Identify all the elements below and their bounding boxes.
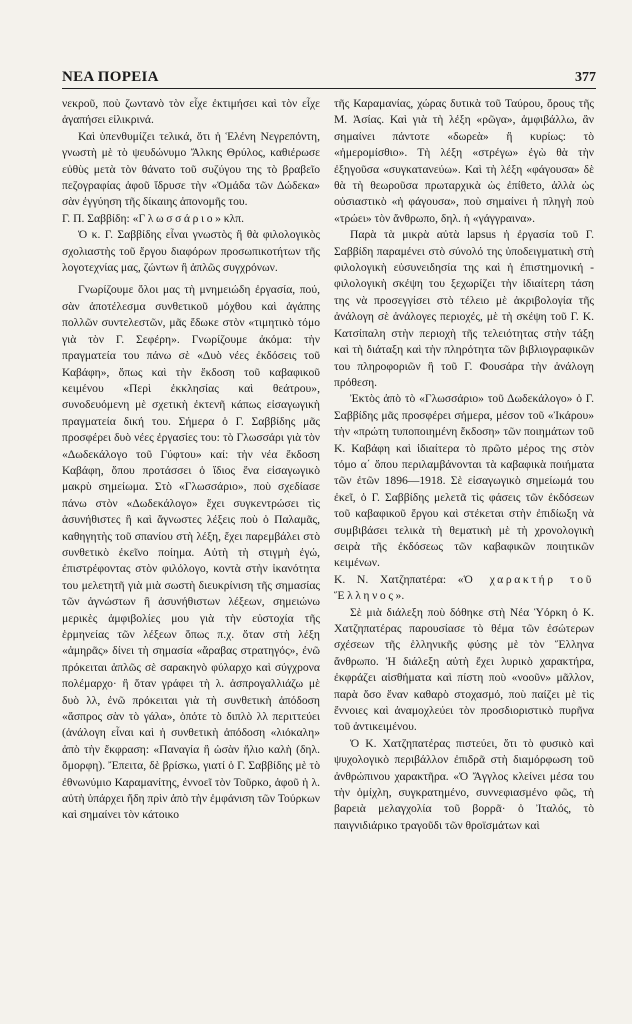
left-column xyxy=(62,96,320,1012)
paragraph: Ὁ Κ. Χατζηπατέρας πιστεύει, ὅτι τὸ φυσικὸ καὶ ψυχολογικὸ περιβάλλον ἐπιδρᾶ στὴ διαμόρφωση τοῦ ἀνθρώπινου χαρακτῆρα. «Ὁ Ἄγγλος κλείνει μέσα του τὴν ὁμίχλη, συγκρατημένο, συννεφιασμένο φῶς, τὴ βαρειὰ μελαγχολία τοῦ βορρᾶ· ὁ Ἰταλός, τὸ παιγνιδιάρικο τραγοῦδι τῶν θροϊσμάτων καὶ xyxy=(334,736,594,832)
page-header xyxy=(62,66,596,89)
section-heading-tail: » κλπ. xyxy=(215,211,245,225)
paragraph: νεκροῦ, ποὺ ζωντανὸ τὸν εἶχε ἐκτιμήσει καὶ τὸν εἶχε ἀγαπήσει εἰλικρινά. xyxy=(62,97,320,127)
section-heading-author: Κ. Ν. Χατζηπατέρα: « xyxy=(334,572,464,586)
section-heading-title: Ὁ χαρακτήρ τοῦ Ἕλληνος xyxy=(334,572,594,603)
section-heading xyxy=(334,572,594,605)
paragraph: Σὲ μιὰ διάλεξη ποὺ δόθηκε στὴ Νέα Ὑόρκη ὁ Κ. Χατζηπατέρας παρουσίασε τὸ θέμα τῶν ἐσώτερων σχέσεων τῆς ἑλληνικῆς φύσης μὲ τὸν Ἕλληνα ἄνθρωπο. Ἡ διάλεξη αὐτὴ ἔχει λυρικὸ χαρακτήρα, ἐκφράζει αἰσθήματα καὶ πίστη ποὺ «νοοῦν» μᾶλλον, παρὰ ὅσο ἕναν καθαρὸ στοχασμό, ποὺ παίζει μὲ τὶς ἔννοιες καὶ ἀναμοχλεύει τὸν προσδιοριστικὸ πυρῆνα τοῦ ἀντικειμένου. xyxy=(334,605,594,734)
section-heading-tail: ». xyxy=(395,589,405,603)
paragraph: τῆς Καραμανίας, χώρας δυτικὰ τοῦ Ταύρου, ὄρους τῆς Μ. Ἀσίας. Καὶ γιὰ τὴ λέξη «ρῶγα», ἀμφιβάλλω, ἂν σημαίνει πάντοτε «δωρεὰ» ἢ κυρίως: τὸ «ἠμερομίσθιο». Τὴ λέξη «στρέγω» ἐγὼ θὰ τὴν ἐξηγοῦσα «συγκατανεύω». Καὶ τὴ λέξη «φάγουσα» δὲ θὰ τὴ θεωροῦσα πρωταρχικὰ ὡς ἐπίθετο, ἀλλὰ ὡς οὐσιαστικὸ «ἡ φάγουσα», ποὺ σημαίνει ἡ πληγὴ ποὺ «τρώει» τὸν ἄνθρωπο, δηλ. ἡ «γάγγραινα». xyxy=(334,97,594,225)
paragraph: Ἐκτὸς ἀπὸ τὸ «Γλωσσάριο» τοῦ Δωδεκάλογο» ὁ Γ. Σαββίδης μᾶς προσφέρει σήμερα, μέσον τοῦ «Ἰκάρου» τὴν «πρώτη τυποποιημένη ἔκδοση» τῶν ποιημάτων τοῦ Κ. Καβάφη καὶ ἰδιαίτερα τὸ πρῶτο μέρος της στὸν τόμο α΄ ὅπου περιλαμβάνονται τὰ καβαφικὰ ποιήματα τῶν ἐτῶν 1896—1918. Σὲ εἰσαγωγικὸ σημείωμά του ἐκεῖ, ὁ Γ. Σαββίδης μελετᾶ τὶς φάσεις τῶν ἐκδόσεων τοῦ καβαφικοῦ ἔργου καὶ στέκεται στὴν ἐπιδίωξη νὰ συμβιβάσει τελικὰ τὴ θεματικὴ μὲ τὴ χρονολογικὴ σειρὰ τῆς ἐκδόσεως τῶν καβαφικῶν ποιητικῶν κειμένων. xyxy=(334,392,594,570)
paragraph: Καὶ ὑπενθυμίζει τελικά, ὅτι ἡ Ἑλένη Νεγρεπόντη, γνωστὴ μὲ τὸ ψευδώνυμο Ἄλκης Θρύλος, καθιέρωσε εὐθὺς μετὰ τὸν θάνατο τοῦ συζύγου της τὸ βραβεῖο πεζογραφίας ἀφοῦ ἵδρυσε τὴν «Ὁμάδα τῶν Δώδεκα» σὰν ἐγγύηση τῆς δίκαιης ἀπονομῆς του. xyxy=(62,129,320,209)
page-number: 377 xyxy=(575,70,596,85)
right-column xyxy=(334,96,594,1012)
section-heading-title: Γλωσσάριο xyxy=(138,211,216,225)
paragraph: Παρὰ τὰ μικρὰ αὐτὰ lapsus ἡ ἐργασία τοῦ Γ. Σαββίδη παραμένει στὸ σύνολό της ὑποδειγματικὴ στὴ φιλολογικὴ εὐσυνειδησία της καὶ ἡ ἐπιστημονική - φιλολογικὴ σκέψη του ξεχωρίζει τὴν ἰδιαίτερη τάση της νὰ προσεγγίσει στὸ τέλειο μὲ ἀκριβολογία τῆς ἀνάλογη σὲ ἀνάλογες περιοχές, μὲ τὴ σκέψη τοῦ Γ. Κ. Κατσίπαλη στὴν περιοχὴ τῆς τελειότητας στὴν τάξη καὶ τὴ διάταξη καὶ τὴν πληρότητα τῶν βιβλιογραφικῶν του πληροφοριῶν ἢ τοῦ Γ. Φουσάρα τὴν ἀνάλογη πρόθεση. xyxy=(334,228,594,389)
section-heading xyxy=(62,211,320,227)
section-heading-author: Γ. Π. Σαββίδη: « xyxy=(62,211,139,225)
journal-title: ΝΕΑ ΠΟΡΕΙΑ xyxy=(62,69,159,85)
paragraph: Ὁ κ. Γ. Σαββίδης εἶναι γνωστὸς ἢ θὰ φιλολογικὸς σχολιαστὴς τοῦ ἔργου διαφόρων προσωπικοτήτων τῆς λογοτεχνίας μας, ζώντων ἢ ἁπλῶς συγχρόνων. xyxy=(62,228,320,275)
paragraph: Γνωρίζουμε ὅλοι μας τὴ μνημειώδη ἐργασία, πού, σὰν ἀποτέλεσμα συνθετικοῦ μόχθου καὶ ἀγάπης πολλῶν συντελεστῶν, μᾶς ἔδωκε στὸν «τιμητικὸ τόμο γιὰ τὸν Γ. Σεφέρη». Γνωρίζουμε ἀκόμα: τὴν πραγματεία του πάνω σὲ «Δυὸ νέες ἐκδόσεις τοῦ Καβάφη», ὅπως καὶ τὴν ἔκδοση τοῦ καβαφικοῦ κειμένου «Περὶ ἐκκλησίας καὶ θεάτρου», συνοδευόμενη μὲ σχετικὴ ἐκτενῆ κάπως εἰσαγωγικὴ πραγματεία δική του. Σήμερα ὁ Γ. Σαββίδης μᾶς προσφέρει δυὸ νέες ἐργασίες του: τὸ Γλωσσάρι γιὰ τὸν «Δωδεκάλογο τοῦ Γύφτου» καί: τὴν νέα ἔκδοση Καβάφη, ὅπου προτάσσει ὁ ἴδιος ἕνα εἰσαγωγικὸ μακρὺ σημείωμα. Στὸ «Γλωσσάριο», ποὺ σχεδίασε πάνω στὸν «Δωδεκάλογο» ἔχει συγκεντρώσει τὶς ἀσυνήθιστες ἢ καὶ ἄγνωστες λέξεις ποὺ ὁ Παλαμᾶς, καθηγητὴς τοῦ σπανίου στὴ λέξη, ἔχει παρεμβάλει στὸ συνθετικὸ ἐκεῖνο ποίημα. Αὐτὴ τὴ στιγμὴ ἐγώ, ἐπιστρέφοντας στὸν φιλόλογο, κοντὰ στὴν ἱκανότητα του μελετητῆ γιὰ μιὰ σωστὴ διευκρίνιση τῆς σημασίας τῶν ἀγνώστων ἢ ἀσυνήθιστων λέξεων, σημειώνω μερικὲς ἀμφιβολίες μου γιὰ τὴν εὐστοχία τῆς ἑρμηνείας τῶν λέξεων ὅπως π.χ. ὅταν στὴ λέξη «ἀμηρᾶς» δίνει τὴ σημασία «ἄραβας στρατηγός», ἐνῶ πρόκειται ἁπλῶς σὲ σαρακηνὸ φύλαρχο καὶ σύγχρονα πολέμαρχο· ἢ ὅταν γράφει τὴ λ. ἀσπρογαλλιάζω μὲ δυὸ λλ, ἐνῶ πρόκειται γιὰ τὴ συνθετικὴ ἀπόδοση «ἄσπρος σὰν τὸ γάλα», ὁπότε τὸ διπλὸ λλ περιττεύει (ἀνάλογη εἶναι καὶ ἡ συνθετικὴ ἀπόδοση «λιόκαλη» ἀπὸ τὴν ἔκφραση: «Παναγία ἢ ὡσὰν ἥλιο καλὴ (δηλ. ὅμορφη). Ἔπειτα, δὲ βρίσκω, γιατί ὁ Γ. Σαββίδης μὲ τὸ ἐθνωνύμιο Καραμανίτης, ἐννοεῖ τὸν Τοῦρκο, ἀφοῦ ἡ λ. αὐτὴ ὑπάρχει ἤδη πρὶν ἀπὸ τὴν ἐμφάνιση τῶν Τούρκων καὶ σημαίνει τὸν κάτοικο xyxy=(62,283,320,822)
